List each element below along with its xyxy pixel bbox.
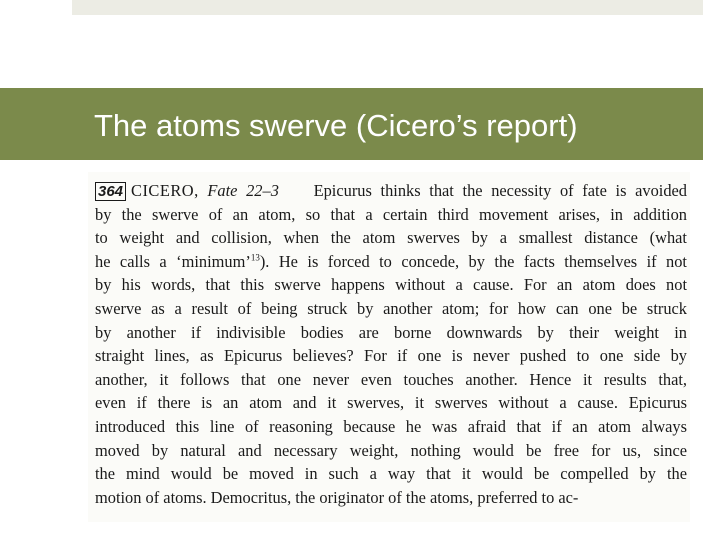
passage-text bbox=[95, 179, 687, 509]
reference-number-box: 364 bbox=[95, 182, 126, 201]
passage-line-11: introduced this line of reasoning because he was afraid that if an atom always bbox=[95, 416, 687, 436]
passage-line-8: straight lines, as Epicurus believes? For if one is never pushed to one side by bbox=[95, 346, 687, 366]
passage-line-1-text: Epicurus thinks that the necessity of fate is avoided bbox=[313, 181, 687, 200]
slide-title: The atoms swerve (Cicero’s report) bbox=[94, 108, 578, 143]
passage-line-9: another, it follows that one never even touches another. Hence it results that, bbox=[95, 369, 687, 389]
passage-line-6: swerve as a result of being struck by another atom; for how can one be struck bbox=[95, 298, 687, 318]
passage-line-2: by the swerve of an atom, so that a certain third movement arises, in addition bbox=[95, 204, 687, 224]
passage-line-7: by another if indivisible bodies are borne downwards by their weight in bbox=[95, 322, 687, 342]
passage-line-4-start: he calls a ‘minimum’ bbox=[95, 251, 251, 271]
passage-line-1 bbox=[95, 179, 687, 203]
top-decor-strip bbox=[72, 0, 703, 15]
passage-line-12: moved by natural and necessary weight, nothing would be free for us, since bbox=[95, 440, 687, 460]
passage-line-13: the mind would be moved in such a way that it would be compelled by the bbox=[95, 464, 687, 484]
passage-line-4 bbox=[95, 250, 687, 274]
passage-line-3: to weight and collision, when the atom swerves by a smallest distance (what bbox=[95, 228, 687, 248]
passage-line-10: even if there is an atom and it swerves, it swerves without a cause. Epicurus bbox=[95, 393, 687, 413]
passage-line-14: motion of atoms. Democritus, the originator of the atoms, preferred to ac- bbox=[95, 487, 579, 507]
passage-line-4-end: ). He is forced to concede, by the facts themselves if not bbox=[259, 251, 687, 271]
source-author: CICERO, bbox=[131, 181, 199, 200]
footnote-marker: 13 bbox=[250, 252, 260, 263]
passage-line-5: by his words, that this swerve happens without a cause. For an atom does not bbox=[95, 275, 687, 295]
source-work: Fate 22–3 bbox=[207, 181, 279, 200]
